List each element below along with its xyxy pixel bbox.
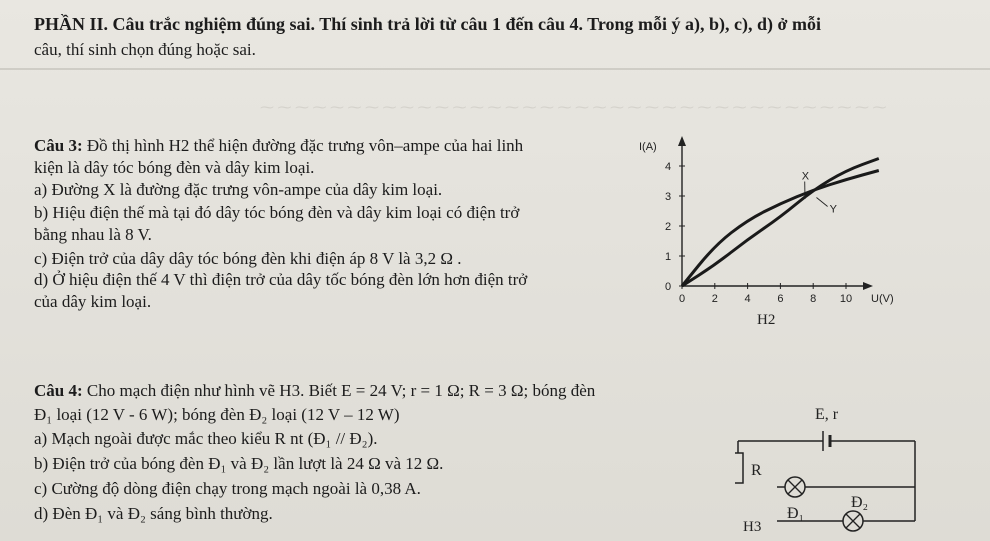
q3-option-c: c) Điện trở của dây dây tóc bóng đèn khi điện áp 8 V là 3,2 Ω .	[34, 249, 462, 268]
q4-stem: Cho mạch điện như hình vẽ H3. Biết E = 24 V; r = 1 Ω; R = 3 Ω; bóng đèn	[82, 381, 596, 400]
q3-stem-line2: kiện là dây tóc bóng đèn và dây kim loại.	[34, 158, 315, 177]
y-tick-label: 0	[664, 281, 672, 293]
x-tick-label: 0	[678, 293, 686, 305]
section-header-line2: câu, thí sinh chọn đúng hoặc sai.	[34, 40, 256, 59]
circuit-diagram	[735, 401, 975, 541]
x-tick-label: 2	[711, 293, 718, 305]
x-axis-arrow	[863, 282, 873, 290]
q3-stem: Đồ thị hình H2 thể hiện đường đặc trưng vôn–ampe của hai linh	[82, 136, 524, 155]
circuit-title: H3	[743, 519, 762, 535]
q4-label: Câu 4:	[34, 381, 83, 400]
x-tick-label: 4	[744, 293, 751, 305]
q3-option-d-line1: d) Ở hiệu điện thế 4 V thì điện trở của dây tốc bóng đèn lớn hơn điện trở	[34, 270, 528, 289]
x-tick-label: 6	[777, 293, 784, 305]
x-tick-label: 10	[839, 293, 853, 305]
iv-chart	[635, 130, 915, 330]
series-label-X: X	[801, 170, 810, 183]
lamp1-label: Đ₁	[787, 505, 805, 522]
y-tick-label: 2	[664, 221, 672, 233]
section-header-line1: PHẦN II. Câu trắc nghiệm đúng sai. Thí sinh trả lời từ câu 1 đến câu 4. Trong mỗi ý a), b), c), d) ở mỗi	[34, 14, 821, 34]
q3-option-a: a) Đường X là đường đặc trưng vôn-ampe của dây kim loại.	[34, 180, 443, 199]
q4-option-b: b) Điện trở của bóng đèn Đ₁ và Đ₂ lần lượt là 24 Ω và 12 Ω.	[34, 454, 444, 473]
q4-stem-line1	[34, 381, 595, 401]
lamp2-label: Đ₂	[851, 494, 869, 511]
y-tick-label: 4	[664, 161, 672, 173]
q4-option-c: c) Cường độ dòng điện chạy trong mạch ngoài là 0,38 A.	[34, 479, 421, 498]
source-label: E, r	[815, 406, 839, 423]
resistor-label: R	[751, 462, 762, 479]
y-tick-label: 1	[664, 251, 672, 263]
series-label-Y: Y	[829, 203, 837, 216]
y-tick-label: 3	[664, 191, 672, 203]
q4-option-a: a) Mạch ngoài được mắc theo kiểu R nt (Đ₁ // Đ₂).	[34, 429, 378, 448]
q3-option-d-line2: của dây kim loại.	[34, 292, 152, 311]
y-axis-label: I(A)	[639, 141, 657, 153]
resistor	[735, 453, 743, 483]
q4-option-d: d) Đèn Đ₁ và Đ₂ sáng bình thường.	[34, 504, 273, 523]
y-axis-arrow	[678, 136, 686, 146]
series-line-Y	[682, 171, 879, 287]
q4-stem-line2: Đ₁ loại (12 V - 6 W); bóng đèn Đ₂ loại (12 V – 12 W)	[34, 405, 400, 424]
page-edge	[0, 68, 990, 70]
chart-title: H2	[757, 312, 776, 328]
bleed-through-text: ⁓ ⁓ ⁓ ⁓ ⁓ ⁓ ⁓ ⁓ ⁓ ⁓ ⁓ ⁓ ⁓ ⁓ ⁓ ⁓ ⁓ ⁓ ⁓ ⁓ ⁓ ⁓ ⁓ ⁓ ⁓ ⁓ ⁓ ⁓ ⁓ ⁓ ⁓ ⁓ ⁓ ⁓ ⁓ ⁓	[260, 101, 887, 116]
q3-label: Câu 3:	[34, 136, 83, 155]
x-tick-label: 8	[810, 293, 817, 305]
q3-stem-line1	[34, 136, 523, 156]
q3-option-b-line1: b) Hiệu điện thế mà tại đó dây tóc bóng đèn và dây kim loại có điện trở	[34, 203, 520, 222]
series-label-pointer-Y	[816, 198, 827, 207]
x-axis-label: U(V)	[871, 293, 894, 305]
q3-option-b-line2: bằng nhau là 8 V.	[34, 225, 152, 244]
